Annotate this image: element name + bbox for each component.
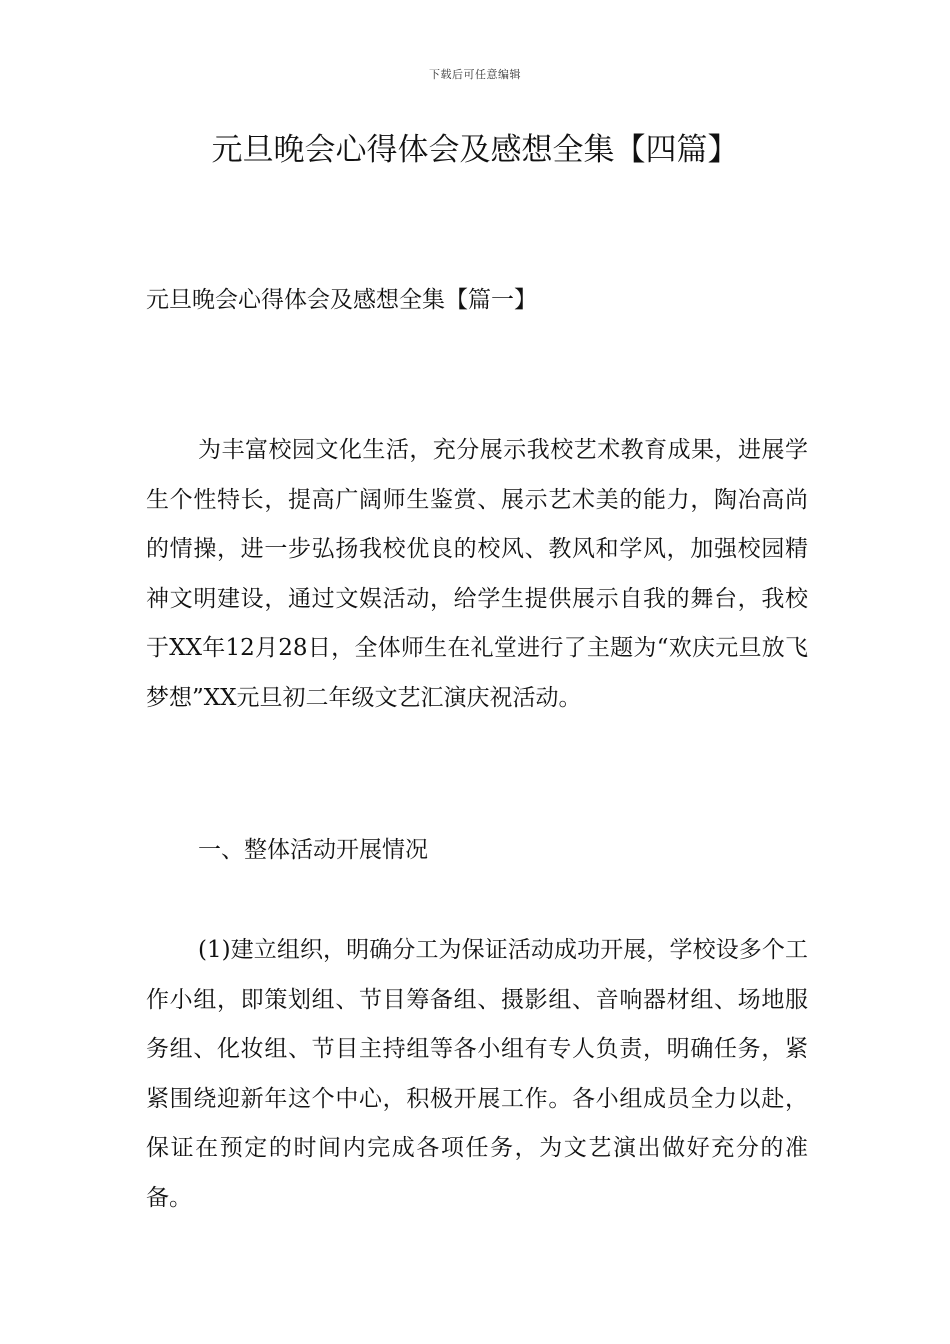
paragraph-organization: (1)建立组织，明确分工为保证活动成功开展，学校设多个工作小组，即策划组、节目筹备组、摄影组、音响器材组、场地服务组、化妆组、节目主持组等各小组有专人负责，明确任务，紧紧围绕迎新年这个中心，积极开展工作。各小组成员全力以赴，保证在预定的时间内完成各项任务，为文艺演出做好充分的准备。 [146, 937, 808, 1211]
section-heading: 元旦晚会心得体会及感想全集【篇一】 [146, 287, 537, 313]
subsection-heading: 一、整体活动开展情况 [198, 837, 428, 863]
page-header-note: 下载后可任意编辑 [429, 68, 521, 81]
paragraph-intro: 为丰富校园文化生活，充分展示我校艺术教育成果，进展学生个性特长，提高广阔师生鉴赏、展示艺术美的能力，陶冶高尚的情操，进一步弘扬我校优良的校风、教风和学风，加强校园精神文明建设，通过文娱活动，给学生提供展示自我的舞台，我校于XX年12月28日，全体师生在礼堂进行了主题为“欢庆元旦放飞梦想”XX元旦初二年级文艺汇演庆祝活动。 [146, 437, 808, 711]
document-title: 元旦晚会心得体会及感想全集【四篇】 [211, 132, 739, 168]
